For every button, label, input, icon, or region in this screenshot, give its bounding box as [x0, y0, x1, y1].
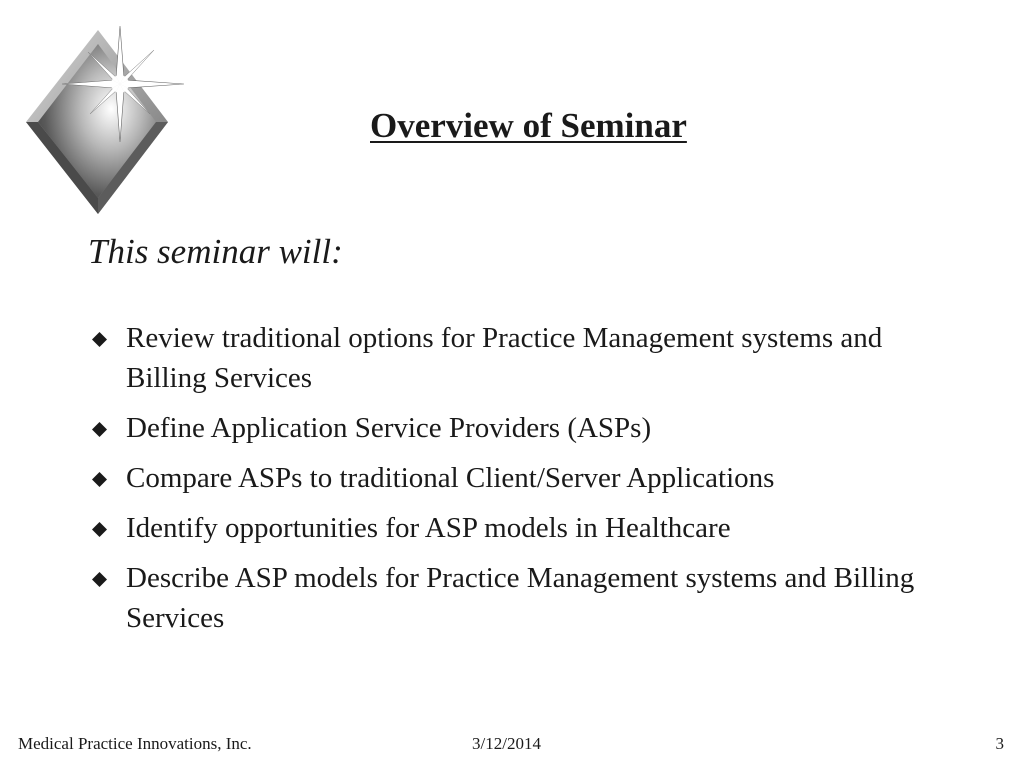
bullet-text: Define Application Service Providers (ASPs) — [126, 412, 652, 444]
footer-date: 3/12/2014 — [472, 734, 541, 753]
diamond-bullet-icon — [92, 472, 107, 487]
footer-company: Medical Practice Innovations, Inc. — [18, 734, 252, 753]
footer-page-number: 3 — [995, 734, 1004, 753]
list-item — [88, 318, 928, 398]
bullet-text: Review traditional options for Practice Management systems and Billing Services — [126, 322, 883, 394]
intro-text: This seminar will: — [88, 232, 343, 271]
diamond-bullet-icon — [92, 422, 107, 437]
slide-title: Overview of Seminar — [370, 106, 687, 145]
bullet-text: Identify opportunities for ASP models in Healthcare — [126, 512, 731, 544]
bullet-text: Describe ASP models for Practice Management systems and Billing Services — [126, 562, 915, 634]
list-item — [88, 558, 928, 638]
diamond-bullet-icon — [92, 572, 107, 587]
bullet-text: Compare ASPs to traditional Client/Server Applications — [126, 462, 775, 494]
diamond-bullet-icon — [92, 332, 107, 347]
list-item — [88, 408, 928, 448]
bullet-list — [88, 318, 928, 648]
diamond-star-logo-icon — [18, 22, 193, 217]
diamond-bullet-icon — [92, 522, 107, 537]
list-item — [88, 508, 928, 548]
list-item — [88, 458, 928, 498]
